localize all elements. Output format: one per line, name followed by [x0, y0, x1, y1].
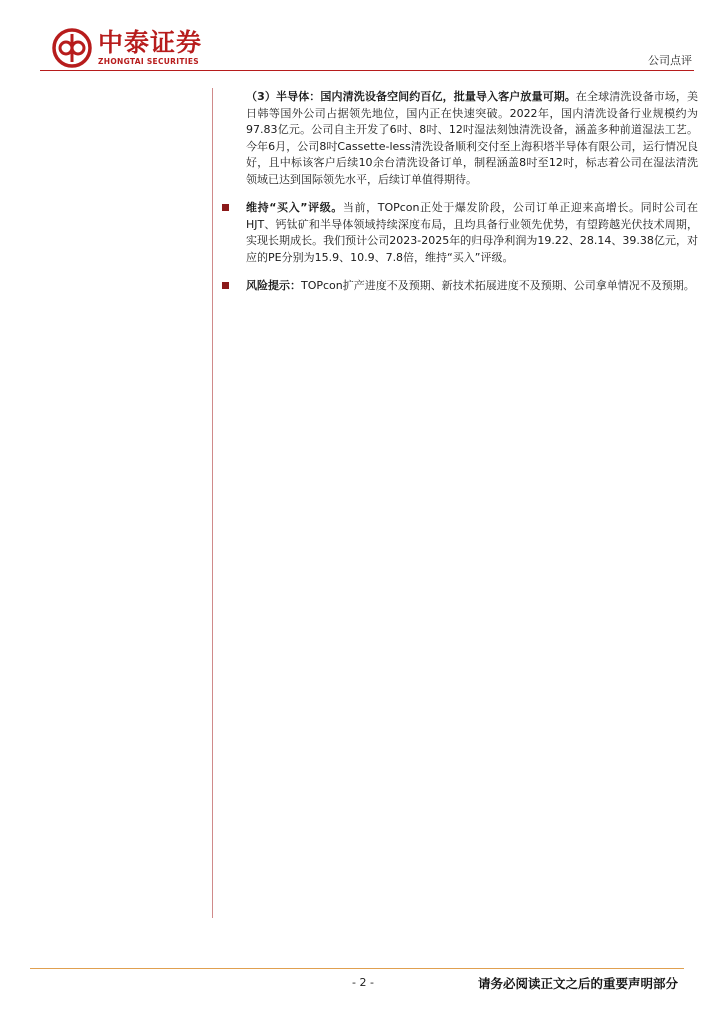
disclaimer-note: 请务必阅读正文之后的重要声明部分	[477, 976, 678, 991]
rating-text: 当前，TOPcon正处于爆发阶段，公司订单正迎来高增长。同时公司在HJT、钙钛矿和半导体领域持续深度布局，且均具备行业领先优势，有望跨越光伏技术周期，实现长期成长。我们预计公司2023-2025年的归母净利润为19.22、28.14、39.38亿元，对应的PE分别为15.9、10.9、7.8倍，维持“买入”评级。	[246, 201, 698, 264]
semiconductor-text: 在全球清洗设备市场，美日韩等国外公司占据领先地位，国内正在快速突破。2022年，国内清洗设备行业规模约为97.83亿元。公司自主开发了6吋、8吋、12吋湿法刻蚀清洗设备，涵盖多种前道湿法工艺。今年6月，公司8吋Cassette-less清洗设备顺利交付至上海积塔半导体有限公司，运行情况良好，且中标该客户后续10余台清洗设备订单，制程涵盖8吋至12吋，标志着公司在湿法清洗领域已达到国际领先水平，后续订单值得期待。	[246, 90, 699, 186]
risk-paragraph	[246, 278, 698, 295]
sidebar-divider	[212, 88, 213, 918]
main-content	[246, 89, 698, 295]
brand-name-en: ZHONGTAI SECURITIES	[98, 57, 199, 66]
bullet-square-icon	[222, 204, 229, 211]
zhongtai-logo-icon	[52, 28, 92, 68]
risk-block	[246, 278, 698, 295]
document-type-label: 公司点评	[648, 54, 692, 67]
rating-paragraph	[246, 200, 698, 266]
risk-heading: 风险提示：	[246, 279, 301, 292]
bullet-square-icon	[222, 282, 229, 289]
brand-logo	[52, 28, 202, 68]
header-divider	[40, 70, 694, 71]
semiconductor-paragraph	[246, 89, 698, 188]
brand-name-cn: 中泰证券	[98, 28, 203, 57]
rating-heading: 维持“买入”评级。	[246, 201, 343, 214]
footer-divider	[30, 968, 684, 969]
page-number: - 2 -	[352, 976, 374, 989]
risk-text: TOPcon扩产进度不及预期、新技术拓展进度不及预期、公司拿单情况不及预期。	[301, 279, 695, 292]
semiconductor-heading: （3）半导体：国内清洗设备空间约百亿，批量导入客户放量可期。	[246, 90, 576, 103]
rating-block	[246, 200, 698, 266]
